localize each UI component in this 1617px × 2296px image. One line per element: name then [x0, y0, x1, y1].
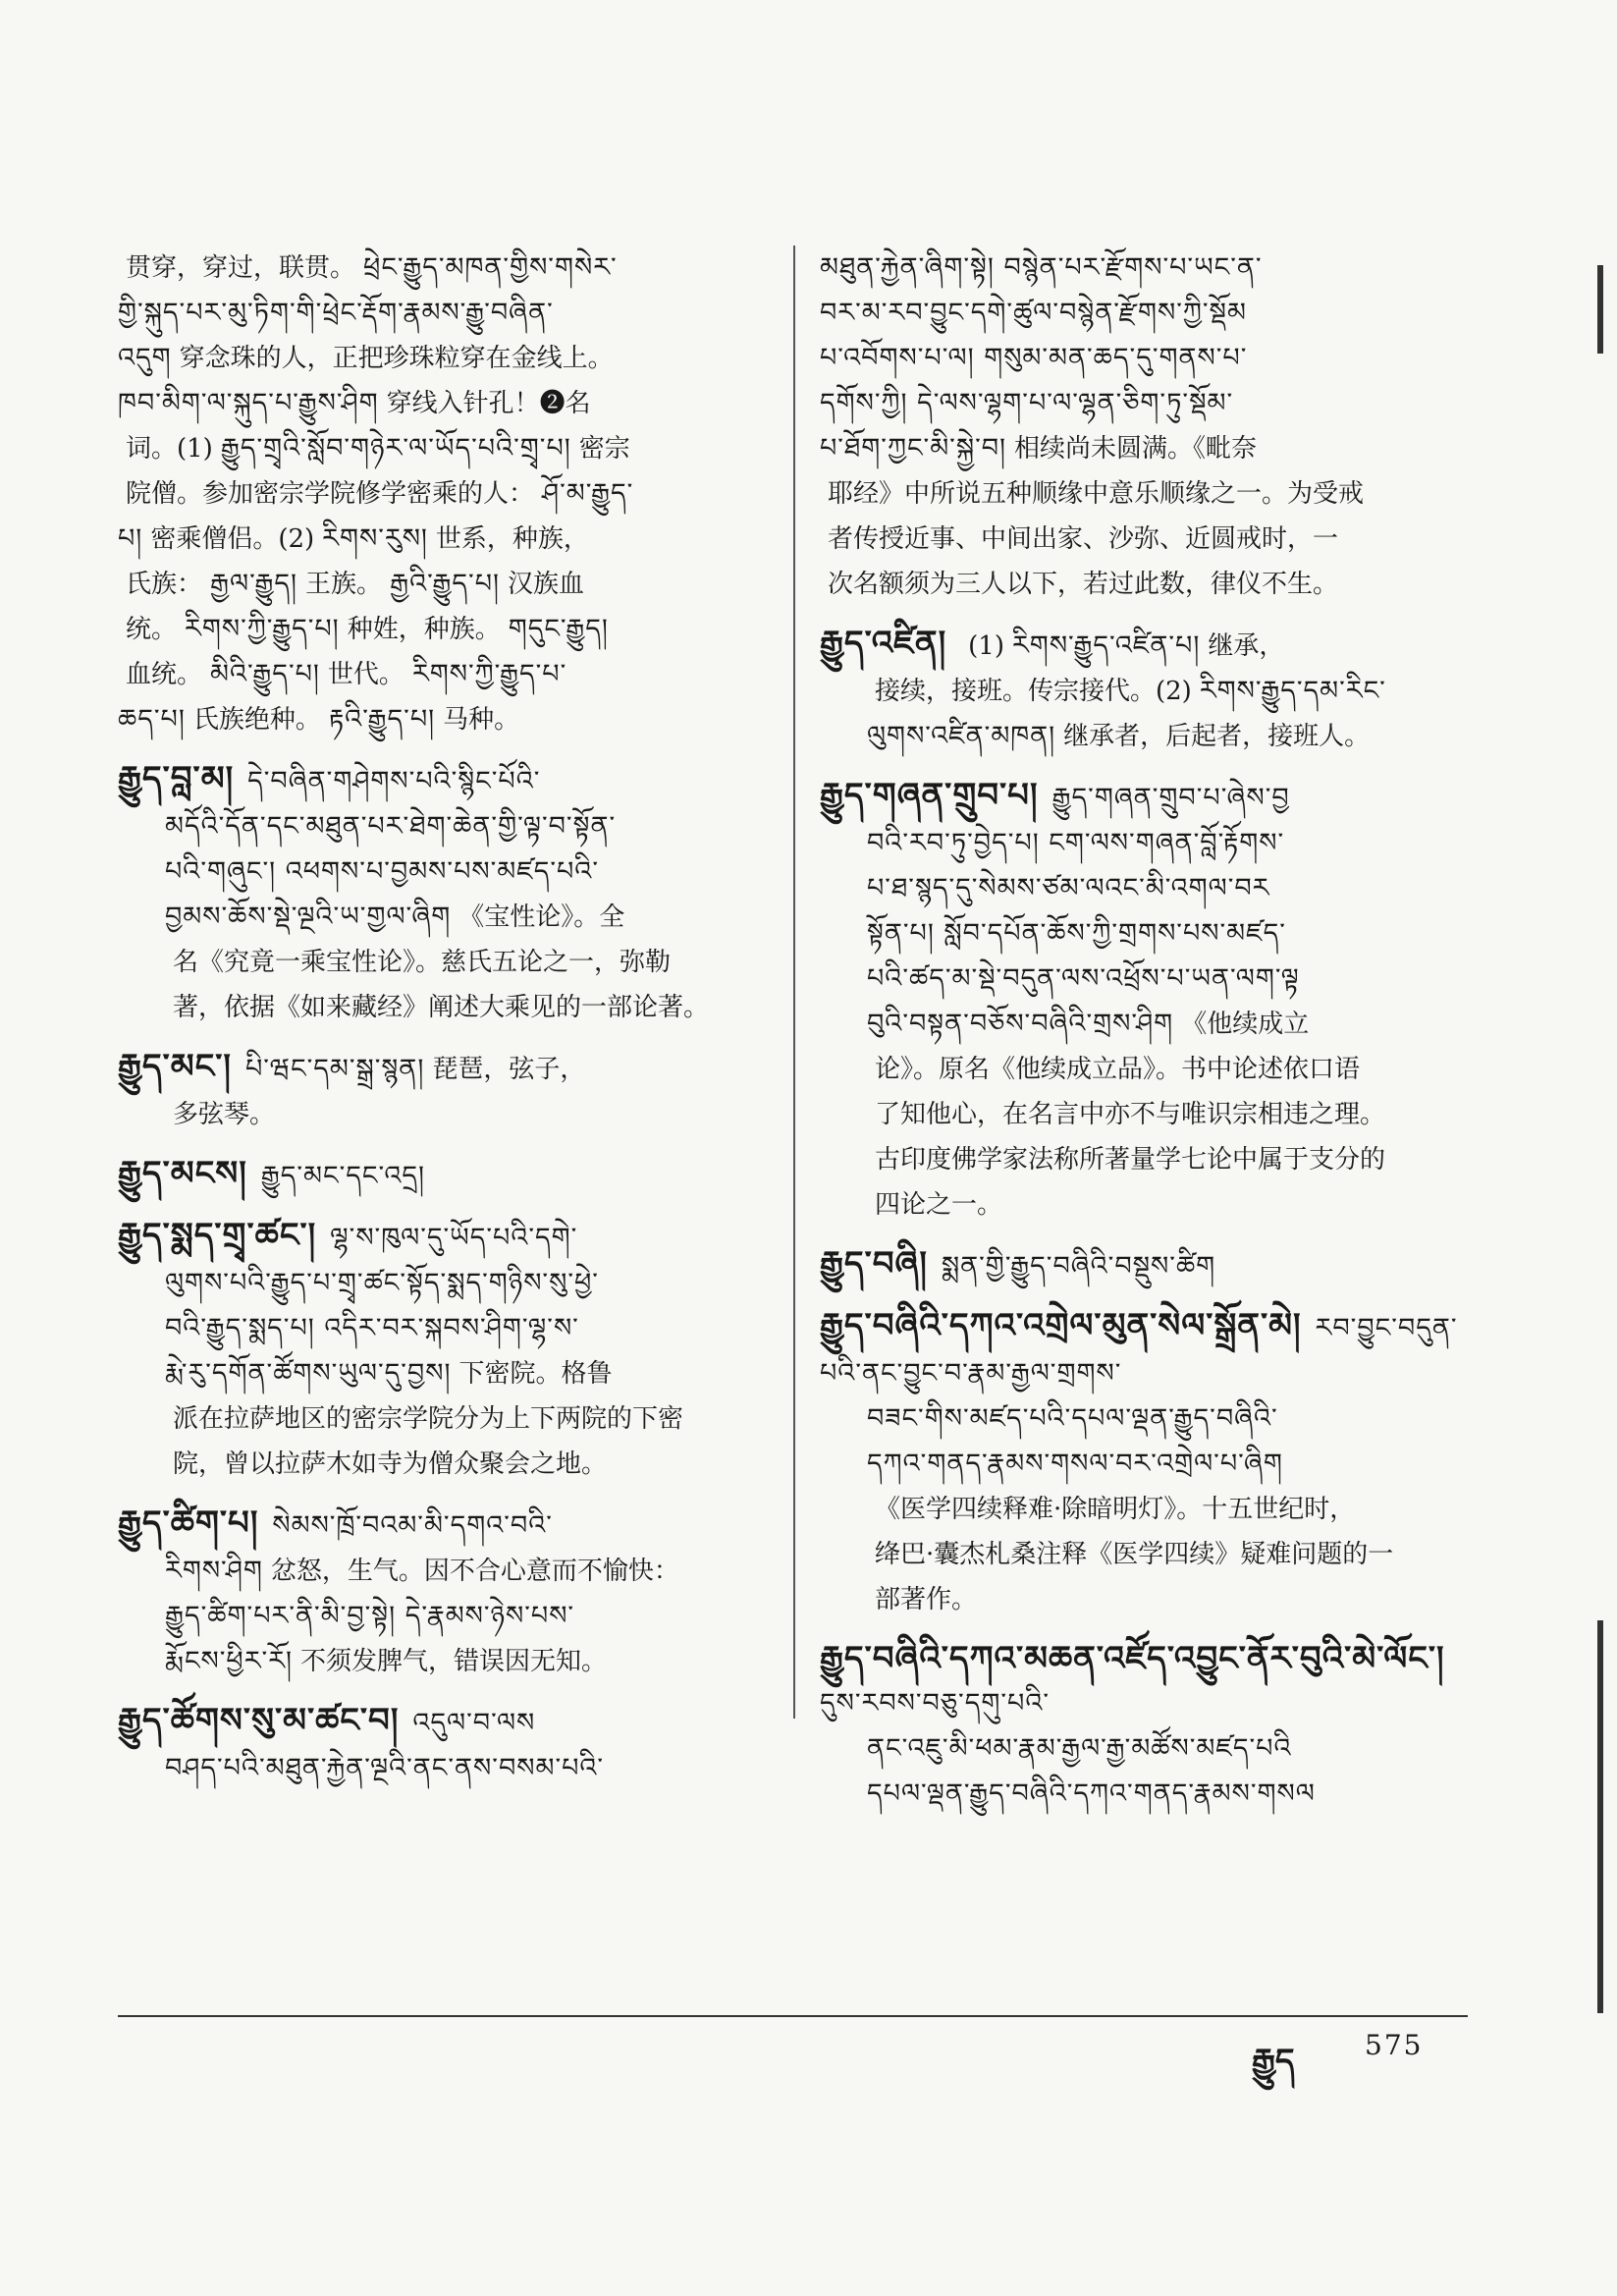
entry-line: [118, 607, 771, 652]
headword: རྒྱུད་སྨད་གྲྭ་ཚང་།: [118, 1216, 317, 1255]
entry-line: [820, 821, 1463, 866]
entry-line: [820, 246, 1463, 291]
chinese-text: 继承，: [1208, 631, 1285, 661]
chinese-text: 密宗: [578, 434, 630, 464]
tibetan-text: རབ་བྱུང་བདུན་པའི་ནང་བྱུང་བ་རྣམ་རྒྱལ་གྲགས་: [820, 1313, 1458, 1389]
chinese-text: 种姓，种族。: [347, 615, 501, 644]
tibetan-text: མིའི་རྒྱུད་པ།: [210, 659, 320, 689]
tibetan-text: བཟང་གིས་མཛད་པའི་དཔལ་ལྡན་རྒྱུད་བཞིའི་: [867, 1403, 1278, 1434]
dictionary-entry: [118, 756, 771, 1030]
tibetan-text: རྒྱུད་ཚིག་པར་ནི་མི་བྱ་སྟེ། དེ་རྣམས་ཉེས་པས་: [165, 1601, 575, 1631]
entry-line: [820, 336, 1463, 381]
entry-line: [820, 426, 1463, 471]
tibetan-text: པ་ཐ་སྙད་དུ་སེམས་ཙམ་ལའང་མི་འགལ་བར: [867, 873, 1270, 903]
headword: རྒྱུད་བླ་མ།: [118, 759, 235, 798]
column-divider: [793, 246, 795, 1719]
entry-line: [820, 1002, 1463, 1047]
chinese-text: 接续，接班。传宗接代。(2): [875, 677, 1192, 706]
chinese-text: 相续尚未圆满。《毗奈: [1014, 434, 1258, 464]
tibetan-text: པི་ཝང་དམ་སྒྲ་སྙན།: [244, 1054, 425, 1084]
tibetan-text: དཔལ་ལྡན་རྒྱུད་བཞིའི་དཀའ་གནད་རྣམས་གསལ: [867, 1778, 1316, 1809]
entry-line: [820, 1092, 1463, 1137]
entry-line: [820, 911, 1463, 957]
chinese-text: 《宝性论》。全: [458, 902, 625, 932]
entry-line: [820, 381, 1463, 426]
entry-line: [820, 1726, 1463, 1772]
headword: རྒྱུད་ཚིག་པ།: [118, 1503, 259, 1543]
tibetan-text: ལུགས་འཛིན་མཁན།: [867, 721, 1056, 751]
tibetan-text: པ།: [118, 523, 143, 554]
dictionary-entry: [820, 773, 1463, 1228]
entry-continuation: [820, 246, 1463, 607]
entry-line: [820, 1487, 1463, 1532]
chinese-text: 词。(1): [126, 434, 213, 464]
headword: རྒྱུད་ཚོགས་སུ་མ་ཚང་བ།: [118, 1701, 400, 1740]
entry-line: [820, 1241, 1463, 1289]
chinese-text: 多弦琴。: [173, 1100, 276, 1129]
tibetan-text: རྒྱུད་གཞན་གྲུབ་པ་ཞེས་བྱ: [1051, 783, 1290, 813]
tibetan-text: འདུལ་བ་ལས: [412, 1708, 536, 1738]
tibetan-text: རྨེ་རུ་དགོན་ཚོགས་ཡུལ་དུ་བྱས།: [165, 1358, 452, 1389]
tibetan-text: པ་འབོགས་པ་ལ། གསུམ་མན་ཆད་དུ་གནས་པ་: [820, 343, 1248, 373]
chinese-text: 著，依据《如来藏经》阐述大乘见的一部论著。: [173, 993, 710, 1022]
entry-line: [118, 1351, 771, 1396]
tibetan-text: གྱི་སྐུད་པར་མུ་ཏིག་གི་ཕྲེང་རྡོག་རྣམས་རྒྱུ་བཞིན་: [118, 298, 554, 328]
chinese-text: 氏族绝种。: [192, 705, 321, 735]
chinese-text: 不须发脾气，错误因无知。: [300, 1647, 608, 1676]
tibetan-text: སྟོན་པ། སློབ་དཔོན་ཆོས་ཀྱི་གྲགས་པས་མཛད་: [867, 918, 1286, 949]
entry-line: [820, 517, 1463, 562]
chinese-text: 古印度佛学家法称所著量学七论中属于支分的: [875, 1145, 1386, 1175]
chinese-text: (1): [968, 631, 1004, 661]
entry-line: [118, 1442, 771, 1487]
chinese-text: 血统。: [126, 660, 203, 689]
entry-line: [820, 471, 1463, 517]
dictionary-entry: [118, 1698, 771, 1791]
tibetan-text: རྒྱའི་རྒྱུད་པ།: [390, 569, 501, 599]
entry-line: [820, 1303, 1463, 1396]
chinese-text: 四论之一。: [875, 1190, 1003, 1220]
chinese-text: 派在拉萨地区的密宗学院分为上下两院的下密: [173, 1404, 684, 1434]
entry-line: [118, 1261, 771, 1306]
entry-line: [118, 336, 771, 381]
entry-line: [118, 1092, 771, 1137]
tibetan-text: རིགས་རྒྱུད་འཛིན་པ།: [1011, 630, 1201, 661]
entry-line: [820, 1047, 1463, 1092]
tibetan-text: པ་ཐོག་ཀྱང་མི་སྐྱེ་བ།: [820, 433, 1007, 464]
entry-line: [820, 957, 1463, 1002]
entry-line: [118, 697, 771, 742]
dictionary-entry: [118, 1151, 771, 1199]
tibetan-text: གདུང་རྒྱུད།: [508, 614, 609, 644]
tibetan-text: མཐུན་རྐྱེན་ཞིག་སྟེ། བསྙེན་པར་རྫོགས་པ་ཡང་ན་: [820, 252, 1263, 283]
tibetan-text: རིགས་རུས།: [322, 523, 428, 554]
entry-line: [118, 1306, 771, 1351]
entry-line: [820, 1772, 1463, 1817]
chinese-text: 氏族：: [126, 570, 203, 599]
headword: རྒྱུད་བཞིའི་དཀའ་འགྲེལ་མུན་སེལ་སྒྲོན་མེ།: [820, 1306, 1302, 1345]
tibetan-text: བར་མ་རབ་བྱུང་དགེ་ཚུལ་བསྙེན་རྫོགས་ཀྱི་སྡོམ: [820, 298, 1247, 328]
tibetan-text: འདུག: [118, 343, 172, 373]
entry-line: [118, 940, 771, 985]
tibetan-text: སེམས་ཁྲོ་བའམ་མི་དགའ་བའི་: [272, 1510, 553, 1541]
entry-line: [118, 1501, 771, 1549]
headword: རྒྱུད་གཞན་གྲུབ་པ།: [820, 776, 1039, 815]
chinese-text: 继承者，后起者，接班人。: [1063, 722, 1371, 751]
edge-mark: [1597, 265, 1603, 354]
chinese-text: 马种。: [443, 705, 520, 735]
tibetan-text: པའི་ཚད་མ་སྡེ་བདུན་ལས་འཕྲོས་པ་ཡན་ལག་ལྟ: [867, 963, 1300, 994]
entry-line: [118, 246, 771, 291]
chinese-text: 贯穿，穿过，联贯。: [126, 253, 356, 283]
entry-line: [118, 849, 771, 895]
tibetan-text: བཤད་པའི་མཐུན་རྐྱེན་ལྔའི་ནང་ནས་བསམ་པའི་: [165, 1753, 605, 1783]
entry-line: [820, 714, 1463, 759]
entry-line: [820, 1532, 1463, 1577]
tibetan-text: རྒྱལ་རྒྱུད།: [210, 569, 298, 599]
tibetan-text: རིགས་རྒྱུད་དམ་རིང་: [1199, 676, 1386, 706]
tibetan-text: བྱམས་ཆོས་སྡེ་ལྔའི་ཡ་གྱལ་ཞིག: [165, 902, 452, 932]
entry-line: [820, 1182, 1463, 1228]
tibetan-text: པའི་གཞུང་། འཕགས་པ་བྱམས་པས་མཛད་པའི་: [165, 856, 599, 887]
headword: རྒྱུད་བཞིའི་དཀའ་མཆན་འཛོད་འབྱུང་ནོར་བུའི་མེ་ལོང་།: [820, 1639, 1445, 1678]
chinese-text: 院僧。参加密宗学院修学密乘的人：: [126, 479, 535, 509]
entry-line: [118, 381, 771, 426]
entry-line: [820, 1636, 1463, 1726]
entry-line: [118, 1396, 771, 1442]
tibetan-text: དགོས་ཀྱི། དེ་ལས་ལྷག་པ་ལ་ལྷན་ཅིག་ཏུ་སྡོམ་: [820, 388, 1234, 418]
tibetan-text: ཆད་པ།: [118, 704, 186, 735]
tibetan-text: ཕྲེང་རྒྱུད་མཁན་གྱིས་གསེར་: [363, 252, 618, 283]
chinese-text: 者传授近事、中间出家、沙弥、近圆戒时，一: [828, 524, 1339, 554]
chinese-text: 忿怒，生气。因不合心意而不愉快：: [270, 1557, 679, 1586]
chinese-text: 王族。: [305, 570, 383, 599]
entry-line: [118, 517, 771, 562]
entry-line: [118, 1044, 771, 1092]
tibetan-text: ཁབ་མིག་ལ་སྐུད་པ་རྒྱུས་ཤིག: [118, 388, 379, 418]
footer-rule: [118, 2015, 1468, 2017]
left-column: [118, 246, 771, 1805]
headword: རྒྱུད་མངས།: [118, 1154, 247, 1193]
running-head: རྒྱུད: [1252, 2042, 1295, 2081]
chinese-text: 了知他心，在名言中亦不与唯识宗相违之理。: [875, 1100, 1386, 1129]
entry-line: [118, 985, 771, 1030]
entry-line: [820, 1137, 1463, 1182]
dictionary-entry: [820, 1303, 1463, 1622]
dictionary-entry: [118, 1213, 771, 1487]
entry-continuation: [118, 246, 771, 742]
chinese-text: 密乘僧侣。(2): [150, 524, 315, 554]
headword: རྒྱུད་འཛིན།: [820, 624, 947, 663]
chinese-text: 《他续成立: [1181, 1010, 1310, 1039]
entry-line: [118, 1213, 771, 1261]
tibetan-text: དཀའ་གནད་རྣམས་གསལ་བར་འགྲེལ་པ་ཞིག: [867, 1449, 1283, 1479]
entry-line: [118, 471, 771, 517]
tibetan-text: རིགས་ཀྱི་རྒྱུད་པ་: [411, 659, 567, 689]
tibetan-text: བའི་རྒྱུད་སྨད་པ། འདིར་བར་སྐབས་ཤིག་ལྷ་ས་: [165, 1313, 579, 1343]
entry-line: [118, 895, 771, 940]
chinese-text: 统。: [126, 615, 178, 644]
tibetan-text: ནང་འཇུ་མི་ཕམ་རྣམ་རྒྱལ་རྒྱ་མཚོས་མཛད་པའི: [867, 1733, 1292, 1764]
tibetan-text: རྒྱུད་གྲྭའི་སློབ་གཉེར་ལ་ཡོད་པའི་གྲྭ་པ།: [220, 433, 571, 464]
tibetan-text: རིགས་ཤིག: [165, 1556, 263, 1586]
entry-line: [820, 1577, 1463, 1622]
chinese-text: 绛巴·囊杰札桑注释《医学四续》疑难问题的一: [875, 1540, 1394, 1569]
tibetan-text: བའི་རབ་ཏུ་བྱེད་པ། ངག་ལས་གཞན་བློ་རྟོགས་: [867, 828, 1285, 858]
entry-line: [118, 756, 771, 804]
chinese-text: 名《究竟一乘宝性论》。慈氏五论之一，弥勒: [173, 948, 672, 977]
tibetan-text: ཤོ་མ་རྒྱུད་: [542, 478, 634, 509]
tibetan-text: རྨོངས་ཕྱིར་རོ།: [165, 1646, 294, 1676]
chinese-text: 部著作。: [875, 1585, 978, 1614]
entry-line: [118, 1639, 771, 1684]
headword: རྒྱུད་མང་།: [118, 1047, 232, 1086]
tibetan-text: དེ་བཞིན་གཤེགས་པའི་སྙིང་པོའི་: [247, 766, 541, 796]
dictionary-entry: [820, 1636, 1463, 1817]
entry-line: [118, 1594, 771, 1639]
tibetan-text: མདོའི་དོན་དང་མཐུན་པར་ཐེག་ཆེན་གྱི་ལྟ་བ་སྟོན་: [165, 811, 617, 842]
tibetan-text: རིགས་ཀྱི་རྒྱུད་པ།: [185, 614, 340, 644]
chinese-text: 论》。原名《他续成立品》。书中论述依口语: [875, 1055, 1361, 1084]
right-column: [820, 246, 1463, 1831]
entry-line: [118, 426, 771, 471]
entry-line: [820, 1442, 1463, 1487]
tibetan-text: དུས་རབས་བཅུ་དགུ་པའི་: [820, 1688, 1050, 1719]
entry-line: [118, 652, 771, 697]
chinese-text: 世系，种族，: [435, 524, 589, 554]
tibetan-text: ལྷ་ས་ཁུལ་དུ་ཡོད་པའི་དགེ་: [330, 1223, 578, 1253]
tibetan-text: བུའི་བསྟན་བཅོས་བཞིའི་གྲས་ཤིག: [867, 1009, 1174, 1039]
edge-mark: [1597, 1620, 1603, 2013]
tibetan-text: རྟའི་རྒྱུད་པ།: [328, 704, 436, 735]
entry-line: [118, 291, 771, 336]
chinese-text: 琵琶，弦子，: [432, 1055, 586, 1084]
dictionary-entry: [118, 1501, 771, 1684]
entry-line: [118, 1698, 771, 1746]
chinese-text: 汉族血: [508, 570, 585, 599]
dictionary-entry: [118, 1044, 771, 1137]
entry-line: [820, 562, 1463, 607]
tibetan-text: རྒྱུད་མང་དང་འདྲ།: [260, 1161, 425, 1191]
entry-line: [820, 291, 1463, 336]
tibetan-text: སྨན་གྱི་རྒྱུད་བཞིའི་བསྡུས་ཚིག: [941, 1251, 1216, 1282]
chinese-text: 下密院。格鲁: [458, 1359, 613, 1389]
dictionary-entry: [820, 1241, 1463, 1289]
entry-line: [118, 1746, 771, 1791]
entry-line: [118, 562, 771, 607]
entry-line: [820, 621, 1463, 669]
page-number: 575: [1365, 2029, 1424, 2061]
chinese-text: 穿念珠的人，正把珍珠粒穿在金线上。: [179, 344, 614, 373]
chinese-text: 世代。: [327, 660, 404, 689]
chinese-text: 耶经》中所说五种顺缘中意乐顺缘之一。为受戒: [828, 479, 1365, 509]
entry-line: [118, 1151, 771, 1199]
entry-line: [820, 866, 1463, 911]
entry-line: [820, 1396, 1463, 1442]
chinese-text: 院，曾以拉萨木如寺为僧众聚会之地。: [173, 1449, 608, 1479]
chinese-text: 穿线入针孔！❷名: [386, 389, 591, 418]
entry-line: [118, 804, 771, 849]
entry-line: [820, 773, 1463, 821]
headword: རྒྱུད་བཞི།: [820, 1244, 928, 1284]
entry-line: [820, 669, 1463, 714]
chinese-text: 次名额须为三人以下，若过此数，律仪不生。: [828, 570, 1339, 599]
tibetan-text: ལུགས་པའི་རྒྱུད་པ་གྲྭ་ཚང་སྟོད་སྨད་གཉིས་སུ་ཕྱེ་: [165, 1268, 599, 1298]
entry-line: [118, 1549, 771, 1594]
dictionary-entry: [820, 621, 1463, 759]
chinese-text: 《医学四续释难·除暗明灯》。十五世纪时，: [875, 1495, 1356, 1524]
